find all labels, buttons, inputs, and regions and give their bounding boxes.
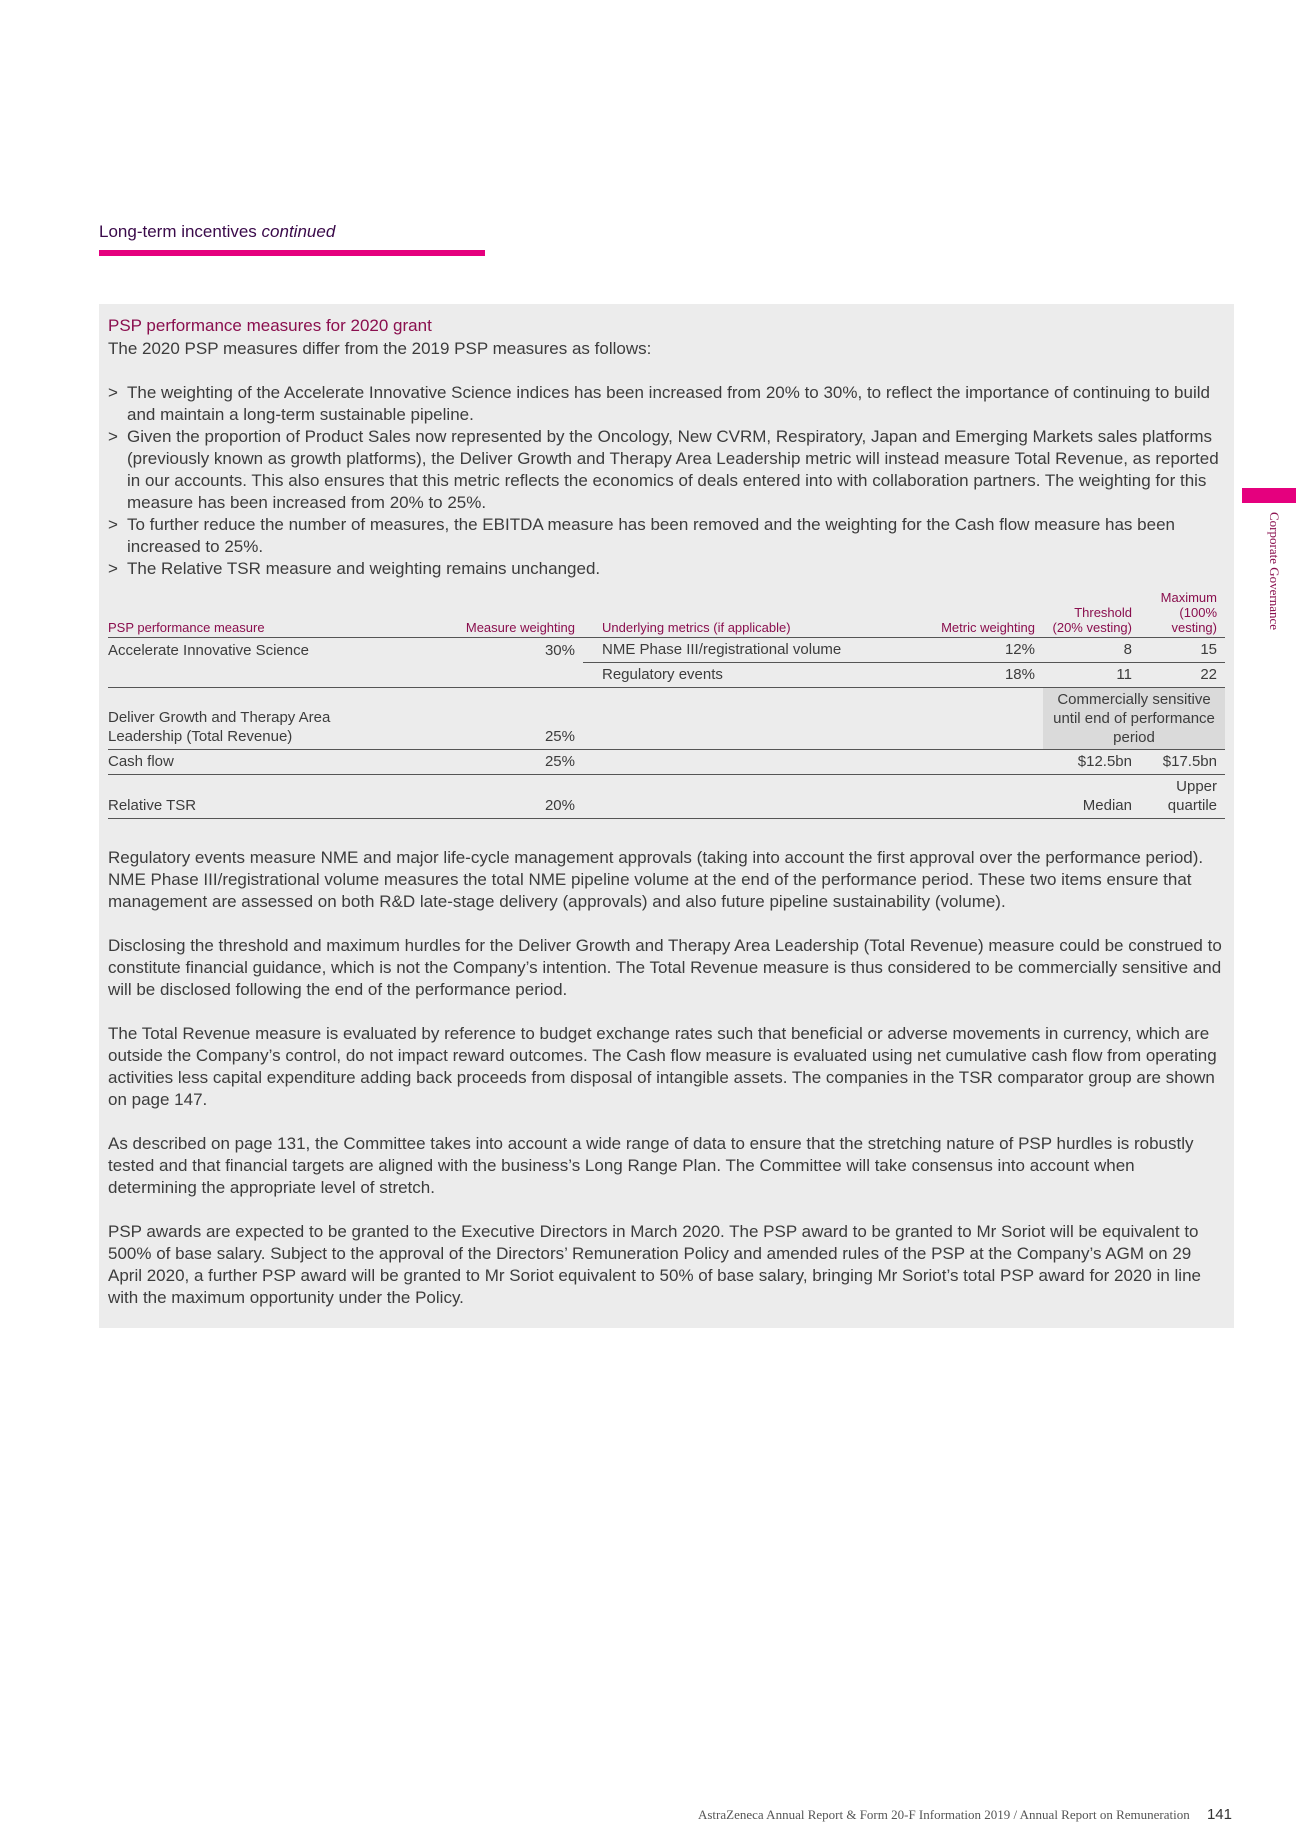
col-measure: PSP performance measure (108, 588, 408, 638)
weighting-cell (408, 663, 583, 688)
list-item: > Given the proportion of Product Sales now represented by the Oncology, New CVRM, Respiratory, Japan and Emerging Markets sales platforms (previously known as growth platforms), the Deliver Growth and Therapy Area Leadership metric will instead measure Total Revenue, as reported in our accounts. This also ensures that this metric reflects the economics of deals entered into with collaboration partners. The weighting for this measure has been increased from 20% to 25%. (108, 427, 1219, 512)
bullet-marker: > (108, 515, 118, 534)
measure-cell: Deliver Growth and Therapy Area Leadership (Total Revenue) (108, 688, 408, 750)
measure-cell (108, 663, 408, 688)
bullet-marker: > (108, 559, 118, 578)
maximum-cell: $17.5bn (1140, 750, 1225, 775)
weighting-cell: 25% (408, 750, 583, 775)
table-row (108, 775, 1225, 819)
section-title-continued: continued (261, 222, 336, 241)
table-row (108, 663, 1225, 688)
side-section-label: Corporate Governance (1267, 512, 1282, 631)
psp-panel (99, 304, 1234, 1328)
metric-cell (583, 750, 923, 775)
paragraph: As described on page 131, the Committee takes into account a wide range of data to ensure that the stretching nature of PSP hurdles is robustly tested and that financial targets are aligned with the business’s Long Range Plan. The Committee will take consensus into account when determining the appropriate level of stretch. (108, 1134, 1194, 1197)
paragraph: The Total Revenue measure is evaluated by reference to budget exchange rates such that beneficial or adverse movements in currency, which are outside the Company’s control, do not impact reward outcomes. The Cash flow measure is evaluated using net cumulative cash flow from operating activities less capital expenditure adding back proceeds from disposal of intangible assets. The companies in the TSR comparator group are shown on page 147. (108, 1024, 1217, 1109)
metric-weighting-cell: 18% (923, 663, 1043, 688)
table-row (108, 688, 1225, 750)
metric-weighting-cell (923, 775, 1043, 819)
weighting-cell: 30% (544, 641, 575, 659)
bullet-marker: > (108, 427, 118, 446)
threshold-cell: 8 (1043, 638, 1140, 663)
changes-list (108, 382, 1225, 580)
metric-cell (583, 688, 923, 750)
panel-intro: The 2020 PSP measures differ from the 2019 PSP measures as follows: (108, 339, 652, 358)
maximum-cell: Upper quartile (1140, 775, 1225, 819)
maximum-cell: 22 (1140, 663, 1225, 688)
table-row (108, 638, 1225, 663)
metric-cell: NME Phase III/registrational volume (583, 638, 923, 663)
measure-cell: Accelerate Innovative Science (108, 641, 309, 659)
footer-text: AstraZeneca Annual Report & Form 20-F Information 2019 / Annual Report on Remuneration (697, 1807, 1190, 1822)
paragraph: Disclosing the threshold and maximum hurdles for the Deliver Growth and Therapy Area Leadership (Total Revenue) measure could be construed to constitute financial guidance, which is not the Company’s intention. The Total Revenue measure is thus considered to be commercially sensitive and will be disclosed following the end of the performance period. (108, 936, 1222, 999)
measure-cell: Cash flow (108, 750, 408, 775)
metric-weighting-cell (923, 750, 1043, 775)
col-maximum: Maximum (100% vesting) (1140, 588, 1225, 638)
metric-weighting-cell: 12% (923, 638, 1043, 663)
col-threshold: Threshold (20% vesting) (1043, 588, 1140, 638)
col-measure-weighting: Measure weighting (408, 588, 583, 638)
metric-weighting-cell (923, 688, 1043, 750)
section-heading (99, 222, 485, 256)
measure-cell: Relative TSR (108, 775, 408, 819)
maximum-cell: 15 (1140, 638, 1225, 663)
paragraph: PSP awards are expected to be granted to the Executive Directors in March 2020. The PSP award to be granted to Mr Soriot will be equivalent to 500% of base salary. Subject to the approval of the Directors’ Remuneration Policy and amended rules of the PSP at the Company’s AGM on 29 April 2020, a further PSP award will be granted to Mr Soriot equivalent to 50% of base salary, bringing Mr Soriot’s total PSP award for 2020 in line with the maximum opportunity under the Policy. (108, 1222, 1201, 1307)
paragraph: Regulatory events measure NME and major life-cycle management approvals (taking into account the first approval over the performance period). NME Phase III/registrational volume measures the total NME pipeline volume at the end of the performance period. These two items ensure that management are assessed on both R&D late-stage delivery (approvals) and also future pipeline sustainability (volume). (108, 848, 1204, 911)
psp-measures-table (108, 588, 1225, 819)
col-metric-weighting: Metric weighting (923, 588, 1043, 638)
metric-cell (583, 775, 923, 819)
list-item: > The Relative TSR measure and weighting remains unchanged. (108, 559, 601, 578)
metric-cell: Regulatory events (583, 663, 923, 688)
page-footer (698, 1806, 1232, 1823)
threshold-cell: 11 (1043, 663, 1140, 688)
threshold-cell: Median (1043, 775, 1140, 819)
panel-title: PSP performance measures for 2020 grant (108, 316, 432, 335)
col-underlying-metrics: Underlying metrics (if applicable) (583, 588, 923, 638)
weighting-cell: 25% (408, 688, 583, 750)
explanatory-text (108, 847, 1225, 1309)
table-row (108, 750, 1225, 775)
list-item: > To further reduce the number of measures, the EBITDA measure has been removed and the weighting for the Cash flow measure has been increased to 25%. (108, 515, 1175, 556)
table-header-row (108, 588, 1225, 638)
weighting-cell: 20% (408, 775, 583, 819)
side-tab-marker (1242, 488, 1296, 503)
threshold-cell: $12.5bn (1043, 750, 1140, 775)
list-item: > The weighting of the Accelerate Innovative Science indices has been increased from 20% to 30%, to reflect the importance of continuing to build and maintain a long-term sustainable pipeline. (108, 383, 1210, 424)
commercially-sensitive-cell: Commercially sensitive until end of performance period (1043, 688, 1225, 750)
page-number: 141 (1206, 1806, 1232, 1823)
section-title: Long-term incentives (99, 222, 257, 241)
bullet-marker: > (108, 383, 118, 402)
